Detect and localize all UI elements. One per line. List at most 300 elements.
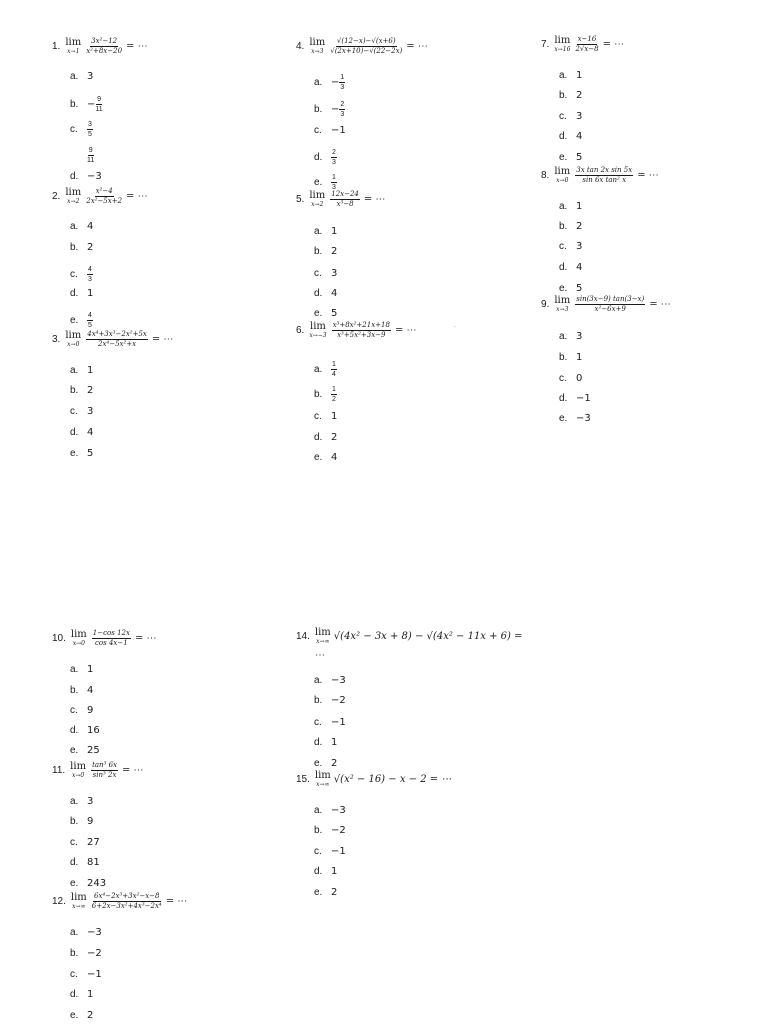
question-q12	[52, 893, 187, 911]
question-number: 15.	[296, 774, 310, 785]
fraction-numerator: 4	[87, 266, 93, 275]
answer-option[interactable]	[70, 705, 93, 716]
option-value: −3	[87, 171, 102, 182]
limit-fraction	[91, 762, 118, 780]
limit-fraction	[332, 322, 391, 340]
fraction-denominator: 3	[340, 84, 345, 92]
option-value: 4	[576, 131, 583, 142]
answer-option[interactable]	[70, 288, 93, 299]
option-value: 25	[87, 745, 100, 756]
option-value: 2	[331, 432, 338, 443]
fraction-denominator: sin³ 2x	[92, 771, 117, 780]
option-letter: b.	[314, 825, 323, 836]
option-value: −1	[331, 717, 346, 728]
option-value: −	[87, 99, 96, 111]
option-value: 5	[576, 283, 583, 294]
answer-option[interactable]	[70, 96, 103, 114]
answer-option[interactable]	[314, 452, 337, 463]
option-letter: d.	[70, 171, 79, 182]
fraction-denominator: x³+5x²+3x−9	[337, 331, 386, 340]
option-value: −3	[331, 805, 346, 816]
option-letter: d.	[70, 725, 79, 736]
answer-option[interactable]	[70, 171, 102, 182]
answer-option[interactable]	[70, 1010, 93, 1021]
option-letter: c.	[70, 406, 78, 417]
fraction-numerator: 4x⁴+3x³−2x²+5x	[86, 331, 148, 340]
limit-operator	[554, 36, 570, 53]
option-letter: a.	[70, 71, 79, 82]
option-letter: b.	[70, 99, 79, 111]
fraction-denominator: 5	[88, 322, 92, 330]
question-q6	[296, 322, 417, 340]
answer-option[interactable]	[70, 406, 93, 417]
answer-option[interactable]	[70, 878, 106, 889]
question-number: 5.	[296, 194, 305, 206]
answer-option[interactable]	[559, 152, 582, 163]
option-letter: c.	[70, 124, 78, 136]
answer-option[interactable]	[314, 758, 337, 769]
limit-subscript: x→−3	[309, 332, 327, 340]
limit-subscript: x→0	[72, 640, 85, 648]
option-letter: d.	[314, 432, 323, 443]
option-letter: e.	[70, 878, 79, 889]
option-value: 81	[87, 857, 100, 868]
answer-option[interactable]	[314, 361, 337, 379]
question-q7	[541, 36, 624, 54]
option-letter: e.	[559, 413, 568, 424]
option-value: 2	[87, 1010, 94, 1021]
option-fraction	[87, 121, 93, 139]
answer-option[interactable]	[559, 283, 582, 294]
option-letter: a.	[559, 70, 568, 81]
fraction-denominator: 2x²−5x+2	[86, 197, 123, 206]
question-number: 9.	[541, 299, 550, 311]
option-letter: e.	[70, 448, 79, 459]
question-number: 10.	[52, 633, 66, 645]
limit-fraction	[575, 36, 598, 54]
answer-option[interactable]	[70, 685, 93, 696]
answer-option[interactable]	[314, 246, 337, 257]
fraction-numerator: 2	[339, 101, 345, 110]
option-value: 3	[87, 71, 94, 82]
limit-fraction	[575, 296, 645, 314]
answer-option[interactable]	[70, 837, 100, 848]
option-letter: b.	[70, 242, 79, 253]
answer-option[interactable]	[70, 242, 93, 253]
fraction-denominator: √(2x+10)−√(22−2x)	[330, 47, 403, 56]
answer-option[interactable]	[559, 70, 582, 81]
option-value: 1	[331, 737, 338, 748]
limit-operator	[65, 331, 81, 348]
option-value: −	[331, 104, 340, 116]
option-value: 3	[87, 406, 94, 417]
option-value: 2	[87, 242, 94, 253]
option-value: 4	[331, 452, 338, 463]
option-fraction	[95, 96, 102, 114]
limit-expression: √(x² − 16) − x − 2 = ⋯	[333, 774, 452, 785]
answer-option[interactable]	[559, 331, 582, 342]
limit-fraction	[86, 38, 122, 56]
equals-dots: = ⋯	[151, 334, 174, 346]
option-fraction	[87, 266, 93, 284]
question-number: 7.	[541, 39, 550, 51]
limit-word: lim	[314, 627, 331, 638]
option-value: 1	[576, 352, 583, 363]
answer-option[interactable]	[314, 125, 346, 136]
option-value: 9	[87, 705, 94, 716]
option-value: 1	[331, 226, 338, 237]
answer-option[interactable]	[314, 695, 346, 706]
option-fraction	[87, 147, 94, 165]
question-q5	[296, 191, 385, 209]
question-number: 4.	[296, 41, 305, 53]
option-value: 1	[331, 411, 338, 422]
answer-option[interactable]	[559, 373, 582, 384]
fraction-denominator: 3	[332, 159, 336, 167]
fraction-denominator: 6+2x−3x²+4x³−2x⁴	[91, 902, 162, 911]
option-letter: c.	[314, 268, 322, 279]
fraction-numerator: 9	[88, 147, 94, 156]
option-letter: b.	[559, 221, 568, 232]
answer-option[interactable]	[559, 241, 582, 252]
option-letter: b.	[314, 104, 323, 116]
option-letter: e.	[559, 283, 568, 294]
stray-mark: .	[454, 322, 456, 329]
limit-word: lim	[554, 35, 571, 47]
answer-option[interactable]	[314, 149, 337, 167]
option-letter: d.	[70, 427, 79, 438]
option-letter: b.	[70, 385, 79, 396]
limit-subscript: x→0	[67, 341, 80, 349]
option-value: 5	[87, 448, 94, 459]
fraction-denominator: x²−6x+9	[594, 305, 626, 314]
option-letter: a.	[559, 201, 568, 212]
answer-option[interactable]	[559, 90, 582, 101]
option-letter: c.	[559, 373, 567, 384]
fraction-denominator: 2x⁴−5x²+x	[98, 340, 137, 349]
answer-option[interactable]	[314, 866, 337, 877]
option-value: 3	[576, 241, 583, 252]
option-letter: c.	[70, 969, 78, 980]
fraction-denominator: 11	[95, 106, 103, 114]
option-value: −3	[576, 413, 591, 424]
limit-operator	[309, 191, 325, 208]
option-value: 1	[331, 866, 338, 877]
option-letter: c.	[70, 269, 78, 281]
answer-option[interactable]	[314, 432, 337, 443]
answer-option[interactable]	[70, 816, 93, 827]
limit-subscript: x→∞	[316, 781, 330, 788]
option-letter: e.	[70, 1010, 79, 1021]
answer-option[interactable]	[559, 413, 591, 424]
limit-operator	[70, 762, 86, 779]
limit-subscript: x→2	[311, 201, 324, 209]
option-value: 4	[87, 685, 94, 696]
option-letter: b.	[314, 695, 323, 706]
fraction-denominator: x³−8	[336, 200, 354, 209]
option-letter: b.	[70, 685, 79, 696]
answer-option[interactable]	[314, 101, 345, 119]
limit-word: lim	[314, 770, 331, 781]
option-letter: c.	[559, 241, 567, 252]
question-number: 12.	[52, 896, 66, 908]
answer-option[interactable]	[70, 857, 100, 868]
option-fraction	[331, 386, 337, 404]
limit-operator	[554, 167, 570, 184]
limit-word: lim	[65, 330, 82, 342]
option-value: 4	[87, 427, 94, 438]
option-letter: a.	[314, 805, 323, 816]
answer-option[interactable]	[314, 74, 345, 92]
option-letter: d.	[559, 131, 568, 142]
question-q14	[296, 628, 523, 645]
limit-word: lim	[70, 761, 87, 773]
option-fraction	[87, 312, 93, 330]
option-value: −3	[87, 927, 102, 938]
option-letter: a.	[70, 927, 79, 938]
question-q11	[52, 762, 144, 780]
answer-option[interactable]	[70, 448, 93, 459]
option-letter: b.	[70, 948, 79, 959]
answer-option[interactable]	[314, 411, 337, 422]
option-value: 27	[87, 837, 100, 848]
answer-option[interactable]	[70, 796, 93, 807]
question-number: 11.	[52, 765, 66, 777]
question-number: 14.	[296, 631, 310, 642]
question-q4	[296, 38, 428, 56]
answer-option[interactable]	[70, 385, 93, 396]
option-letter: b.	[70, 816, 79, 827]
question-q2	[52, 188, 148, 206]
limit-operator	[309, 322, 326, 339]
answer-option[interactable]	[314, 846, 346, 857]
fraction-denominator: 2√x−8	[575, 45, 599, 54]
option-letter: a.	[70, 796, 79, 807]
answer-option[interactable]	[314, 805, 346, 816]
answer-option[interactable]	[70, 312, 93, 330]
option-value: 2	[576, 221, 583, 232]
answer-option[interactable]	[70, 147, 94, 165]
question-q15	[296, 771, 451, 788]
option-letter: a.	[314, 226, 323, 237]
option-fraction	[331, 361, 337, 379]
option-letter: a.	[314, 675, 323, 686]
answer-option[interactable]	[70, 121, 93, 139]
option-letter: e.	[314, 887, 323, 898]
option-letter: c.	[559, 111, 567, 122]
answer-option[interactable]	[70, 948, 102, 959]
question-q3	[52, 331, 173, 349]
option-letter: d.	[559, 262, 568, 273]
limit-word: lim	[554, 295, 571, 307]
option-value: 5	[331, 308, 338, 319]
fraction-denominator: 2	[332, 396, 336, 404]
equals-dots: ⋯	[315, 650, 325, 661]
option-value: 2	[576, 90, 583, 101]
fraction-numerator: 1	[331, 174, 337, 183]
fraction-numerator: 1	[339, 74, 345, 83]
fraction-numerator: x³+8x²+21x+18	[332, 322, 391, 331]
answer-option[interactable]	[314, 268, 337, 279]
limit-fraction	[330, 38, 402, 56]
option-value: −3	[331, 675, 346, 686]
question-q1	[52, 38, 148, 56]
answer-option[interactable]	[559, 262, 582, 273]
fraction-numerator: 3	[87, 121, 93, 130]
option-letter: c.	[70, 837, 78, 848]
option-value: 4	[331, 288, 338, 299]
fraction-numerator: x²−4	[95, 188, 114, 197]
option-letter: d.	[70, 288, 79, 299]
option-value: 1	[87, 288, 94, 299]
equals-dots: = ⋯	[126, 41, 148, 53]
option-value: −1	[576, 393, 591, 404]
option-value: 2	[331, 246, 338, 257]
answer-option[interactable]	[314, 288, 337, 299]
limit-operator	[309, 38, 325, 55]
option-letter: e.	[314, 758, 323, 769]
option-value: 5	[576, 152, 583, 163]
option-value: −1	[331, 125, 346, 136]
question-14-continuation	[313, 650, 325, 661]
fraction-numerator: √(12−x)−√(x+6)	[336, 38, 397, 47]
option-value: 243	[87, 878, 107, 889]
option-value: 2	[331, 758, 338, 769]
answer-option[interactable]	[314, 825, 346, 836]
option-value: 1	[576, 70, 583, 81]
limit-subscript: x→2	[67, 198, 80, 206]
limit-word: lim	[65, 37, 82, 49]
option-value: −2	[331, 695, 346, 706]
option-value: 2	[331, 887, 338, 898]
fraction-numerator: tan³ 6x	[91, 762, 118, 771]
answer-option[interactable]	[70, 989, 93, 1000]
option-value: 16	[87, 725, 100, 736]
option-letter: e.	[314, 177, 323, 189]
question-number: 1.	[52, 41, 61, 53]
option-letter: c.	[314, 411, 322, 422]
option-letter: e.	[70, 745, 79, 756]
answer-option[interactable]	[314, 717, 346, 728]
limit-word: lim	[70, 629, 87, 641]
fraction-numerator: 4	[87, 312, 93, 321]
option-letter: d.	[70, 989, 79, 1000]
limit-word: lim	[310, 321, 326, 333]
limit-word: lim	[309, 190, 326, 202]
fraction-numerator: 2	[331, 149, 337, 158]
option-letter: a.	[314, 77, 323, 89]
option-letter: d.	[314, 288, 323, 299]
fraction-numerator: 1	[331, 386, 337, 395]
fraction-denominator: x²+8x−20	[86, 47, 123, 56]
answer-option[interactable]	[314, 308, 337, 319]
equals-dots: = ⋯	[406, 41, 428, 53]
answer-option[interactable]	[314, 386, 337, 404]
option-letter: b.	[314, 389, 323, 401]
answer-option[interactable]	[70, 927, 102, 938]
answer-option[interactable]	[559, 393, 591, 404]
option-letter: e.	[314, 452, 323, 463]
option-value: 3	[576, 111, 583, 122]
limit-subscript: x→∞	[72, 903, 86, 911]
limit-word: lim	[554, 166, 571, 178]
answer-option[interactable]	[559, 352, 582, 363]
fraction-denominator: 3	[332, 184, 336, 192]
question-q8	[541, 167, 659, 185]
limit-subscript: x→0	[556, 177, 569, 185]
option-letter: d.	[559, 393, 568, 404]
equals-dots: = ⋯	[126, 191, 148, 203]
option-letter: e.	[559, 152, 568, 163]
limit-expression: √(4x² − 3x + 8) − √(4x² − 11x + 6) =	[333, 631, 523, 642]
option-value: 1	[576, 201, 583, 212]
option-letter: d.	[314, 866, 323, 877]
fraction-numerator: 3x tan 2x sin 5x	[575, 167, 633, 176]
answer-option[interactable]	[70, 71, 93, 82]
answer-option[interactable]	[559, 131, 582, 142]
fraction-numerator: x−16	[577, 36, 598, 45]
limit-fraction	[92, 893, 162, 911]
limit-subscript: x→3	[311, 48, 324, 56]
answer-option[interactable]	[70, 266, 93, 284]
limit-subscript: x→0	[72, 772, 85, 780]
option-value: 4	[576, 262, 583, 273]
answer-option[interactable]	[314, 226, 337, 237]
limit-subscript: x→16	[554, 46, 571, 54]
answer-option[interactable]	[559, 201, 582, 212]
answer-option[interactable]	[70, 664, 93, 675]
fraction-numerator: 6x⁴−2x³+3x²−x−8	[93, 893, 161, 902]
limit-operator	[71, 893, 87, 910]
option-value: −	[331, 77, 340, 89]
answer-option[interactable]	[314, 675, 346, 686]
option-value: −1	[87, 969, 102, 980]
question-number: 8.	[541, 170, 550, 182]
fraction-numerator: 12x−24	[330, 191, 360, 200]
question-number: 2.	[52, 191, 61, 203]
option-letter: c.	[314, 846, 322, 857]
limit-fraction	[92, 630, 131, 648]
option-value: 1	[87, 664, 94, 675]
fraction-numerator: 3x²−12	[90, 38, 118, 47]
limit-word: lim	[70, 892, 87, 904]
answer-option[interactable]	[314, 887, 337, 898]
fraction-denominator: 4	[332, 371, 336, 379]
equals-dots: = ⋯	[134, 633, 157, 645]
question-number: 6.	[296, 325, 305, 337]
answer-option[interactable]	[70, 221, 93, 232]
answer-option[interactable]	[70, 745, 100, 756]
option-letter: c.	[70, 705, 78, 716]
fraction-numerator: 1	[331, 361, 337, 370]
limit-subscript: x→1	[67, 48, 80, 56]
answer-option[interactable]	[70, 725, 100, 736]
answer-option[interactable]	[70, 427, 93, 438]
question-q10	[52, 630, 157, 648]
answer-option[interactable]	[314, 737, 337, 748]
question-number: 3.	[52, 334, 61, 346]
option-letter: b.	[559, 352, 568, 363]
answer-option[interactable]	[70, 969, 102, 980]
answer-option[interactable]	[70, 365, 93, 376]
option-letter: d.	[70, 857, 79, 868]
option-letter: d.	[314, 737, 323, 748]
answer-option[interactable]	[559, 111, 582, 122]
limit-fraction	[86, 188, 122, 206]
option-letter: a.	[70, 221, 79, 232]
option-value: 3	[87, 796, 94, 807]
answer-option[interactable]	[559, 221, 582, 232]
